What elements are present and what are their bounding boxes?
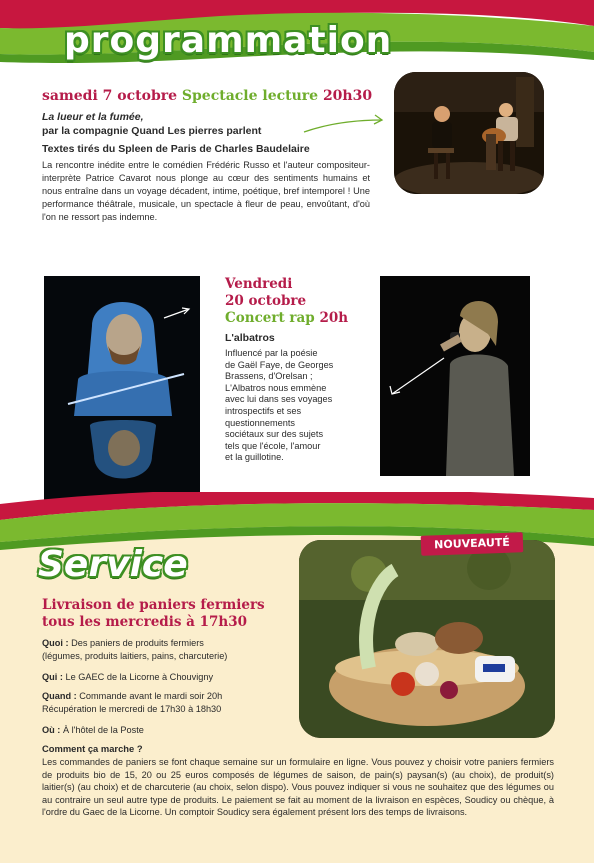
event1-heading <box>42 88 372 104</box>
event2-line: introspectifs et ses <box>225 405 302 416</box>
page-title: programmation <box>64 20 393 61</box>
service-headline-line1: Livraison de paniers fermiers <box>42 597 265 613</box>
service-quand <box>42 690 222 715</box>
service-ou-value: À l'hôtel de la Poste <box>62 725 144 735</box>
event1-company: par la compagnie Quand Les pierres parlent <box>42 125 262 137</box>
event1-title: La lueur et la fumée, <box>42 111 144 123</box>
event2-type: Concert rap <box>225 310 315 326</box>
event2-time: 20h <box>319 310 349 326</box>
event2-line: avec lui dans ses voyages <box>225 394 333 405</box>
service-headline-line2: tous les mercredis à 17h30 <box>42 614 247 630</box>
service-quand-label: Quand : <box>42 691 77 701</box>
service-quoi-value: Des paniers de produits fermiers <box>71 638 204 648</box>
arrow-icon <box>162 306 192 320</box>
event2-day-line2: 20 octobre <box>225 293 307 309</box>
event2-heading <box>225 276 348 327</box>
new-badge: NOUVEAUTÉ <box>421 532 524 556</box>
event2-artist: L'albatros <box>225 332 275 344</box>
event2-line: sociétaux sur des sujets <box>225 429 324 440</box>
service-title: Service <box>38 544 188 585</box>
service-quand-value-2: Récupération le mercredi de 17h30 à 18h30 <box>42 703 222 714</box>
event2-line: de Gaël Faye, de Georges <box>225 359 334 370</box>
service-headline <box>42 597 265 631</box>
event1-texts: Textes tirés du Spleen de Paris de Charles Baudelaire <box>42 143 310 155</box>
event2-line: et la guillotine. <box>225 452 284 463</box>
service-quand-value: Commande avant le mardi soir 20h <box>79 691 223 701</box>
service-ou-label: Où : <box>42 725 61 735</box>
event1-description: La rencontre inédite entre le comédien Frédéric Russo et l'auteur compositeur-interprète Patrice Cavarot nous plonge au cœur des sentiments humains et nous entraîne dans un voyage décadent, intime, poétique, bref intemporel ! Une performance théâtrale, musicale, un spectacle à fleur de peau, envoûtant, d'où l'on ne ressort pas indemne. <box>42 160 370 222</box>
service-ou <box>42 724 144 737</box>
service-how-body: Les commandes de paniers se font chaque semaine sur un formulaire en ligne. Vous pouvez y choisir votre paniers fermiers de produits bio de 15, 20 ou 25 euros composés de légumes de saison, de pain(s) paysan(s) (au choix), de produit(s) laitier(s) (au choix) et de charcuterie (au choix, selon dispo). Vous pouvez indiquer si vous ne souhaitez que des légumes ou au contraire un seul autre type de produits. Le paiement se fait au moment de la livraison en espèces, Soudicy ou chèque, à l'ordre du Gaec de la Licorne. Un comptoir Soudicy sera également présent lors des temps de livraisons. <box>42 757 554 818</box>
photo-rapper <box>380 276 530 476</box>
event1-day: samedi 7 octobre <box>42 88 178 104</box>
service-quoi-value-2: (légumes, produits laitiers, pains, charcuterie) <box>42 650 228 661</box>
service-qui <box>42 671 213 684</box>
photo-theatre-duo <box>394 72 544 194</box>
event2-line: L'Albatros nous emmène <box>225 382 327 393</box>
event2-line: tels que l'école, l'amour <box>225 440 321 451</box>
event2-line: Brassens, d'Orelsan ; <box>225 371 313 382</box>
arrow-icon <box>302 112 386 136</box>
event2-line: questionnements <box>225 417 295 428</box>
event2-line: Influencé par la poésie <box>225 348 318 358</box>
photo-vegetable-basket <box>299 540 555 738</box>
service-quoi-label: Quoi : <box>42 638 69 648</box>
event2-day-line1: Vendredi <box>225 276 293 292</box>
event2-description <box>225 348 375 464</box>
service-qui-label: Qui : <box>42 672 63 682</box>
service-how-title: Comment ça marche ? <box>42 743 143 754</box>
service-quoi <box>42 637 227 662</box>
event1-time: 20h30 <box>322 88 373 104</box>
event1-type: Spectacle lecture <box>181 88 319 104</box>
service-qui-value: Le GAEC de la Licorne à Chouvigny <box>65 672 214 682</box>
